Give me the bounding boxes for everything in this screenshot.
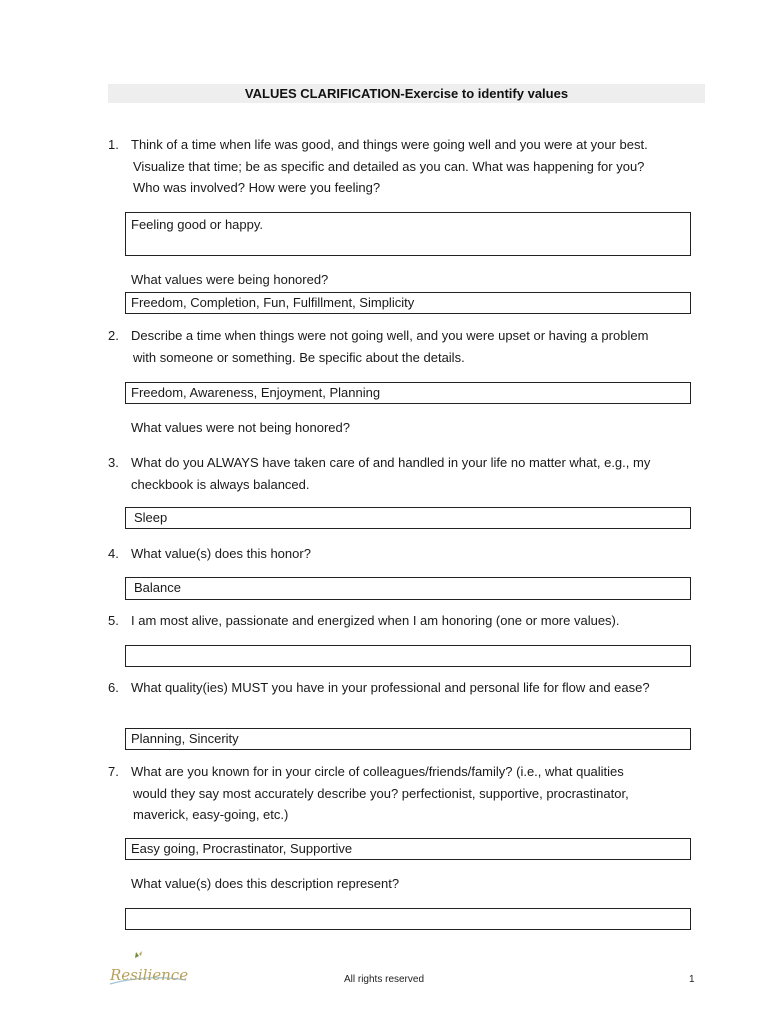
question-number: 3. xyxy=(108,455,119,470)
answer-field-2[interactable]: Freedom, Awareness, Enjoyment, Planning xyxy=(125,382,691,404)
answer-field-5[interactable] xyxy=(125,645,691,667)
question-2 xyxy=(108,325,698,368)
question-number: 2. xyxy=(108,328,119,343)
question-1 xyxy=(108,134,698,199)
question-number: 1. xyxy=(108,137,119,152)
question-4 xyxy=(108,543,698,565)
sub-answer-field-1[interactable]: Freedom, Completion, Fun, Fulfillment, Simplicity xyxy=(125,292,691,314)
page-title: VALUES CLARIFICATION-Exercise to identify values xyxy=(108,84,705,103)
question-number: 4. xyxy=(108,546,119,561)
logo-text: Resilience xyxy=(110,966,188,984)
question-7 xyxy=(108,761,698,826)
answer-field-4[interactable]: Balance xyxy=(125,577,691,600)
question-text: What quality(ies) MUST you have in your professional and personal life for flow and ease? xyxy=(131,680,650,695)
question-number: 5. xyxy=(108,613,119,628)
question-text: What do you ALWAYS have taken care of and handled in your life no matter what, e.g., my checkbook is always balanced. xyxy=(131,455,651,492)
sub-prompt-2: What values were not being honored? xyxy=(131,420,350,435)
question-3 xyxy=(108,452,698,495)
question-number: 7. xyxy=(108,764,119,779)
question-text: Describe a time when things were not going well, and you were upset or having a problem with someone or something. Be specific about the details. xyxy=(131,328,649,365)
answer-field-3[interactable]: Sleep xyxy=(125,507,691,529)
footer-rights: All rights reserved xyxy=(343,974,425,985)
sub-prompt-7: What value(s) does this description represent? xyxy=(131,876,400,891)
question-number: 6. xyxy=(108,680,119,695)
question-text: What are you known for in your circle of colleagues/friends/family? (i.e., what qualities would they say most accurately describe you? perfectionist, supportive, procrastinator, maverick, easy-going, etc.) xyxy=(131,764,629,822)
question-6 xyxy=(108,677,698,699)
answer-field-7[interactable]: Easy going, Procrastinator, Supportive xyxy=(125,838,691,860)
sub-prompt-1: What values were being honored? xyxy=(131,272,329,287)
question-text: Think of a time when life was good, and things were going well and you were at your best. Visualize that time; be as specific and detailed as you can. What was happening for you? Who was involved? How were you feeling? xyxy=(131,137,648,195)
question-5 xyxy=(108,610,698,632)
answer-field-1[interactable]: Feeling good or happy. xyxy=(125,212,691,256)
page-number: 1 xyxy=(689,974,695,985)
question-text: I am most alive, passionate and energized when I am honoring (one or more values). xyxy=(131,613,620,628)
question-text: What value(s) does this honor? xyxy=(131,546,311,561)
sub-answer-field-7[interactable] xyxy=(125,908,691,930)
answer-field-6[interactable]: Planning, Sincerity xyxy=(125,728,691,750)
